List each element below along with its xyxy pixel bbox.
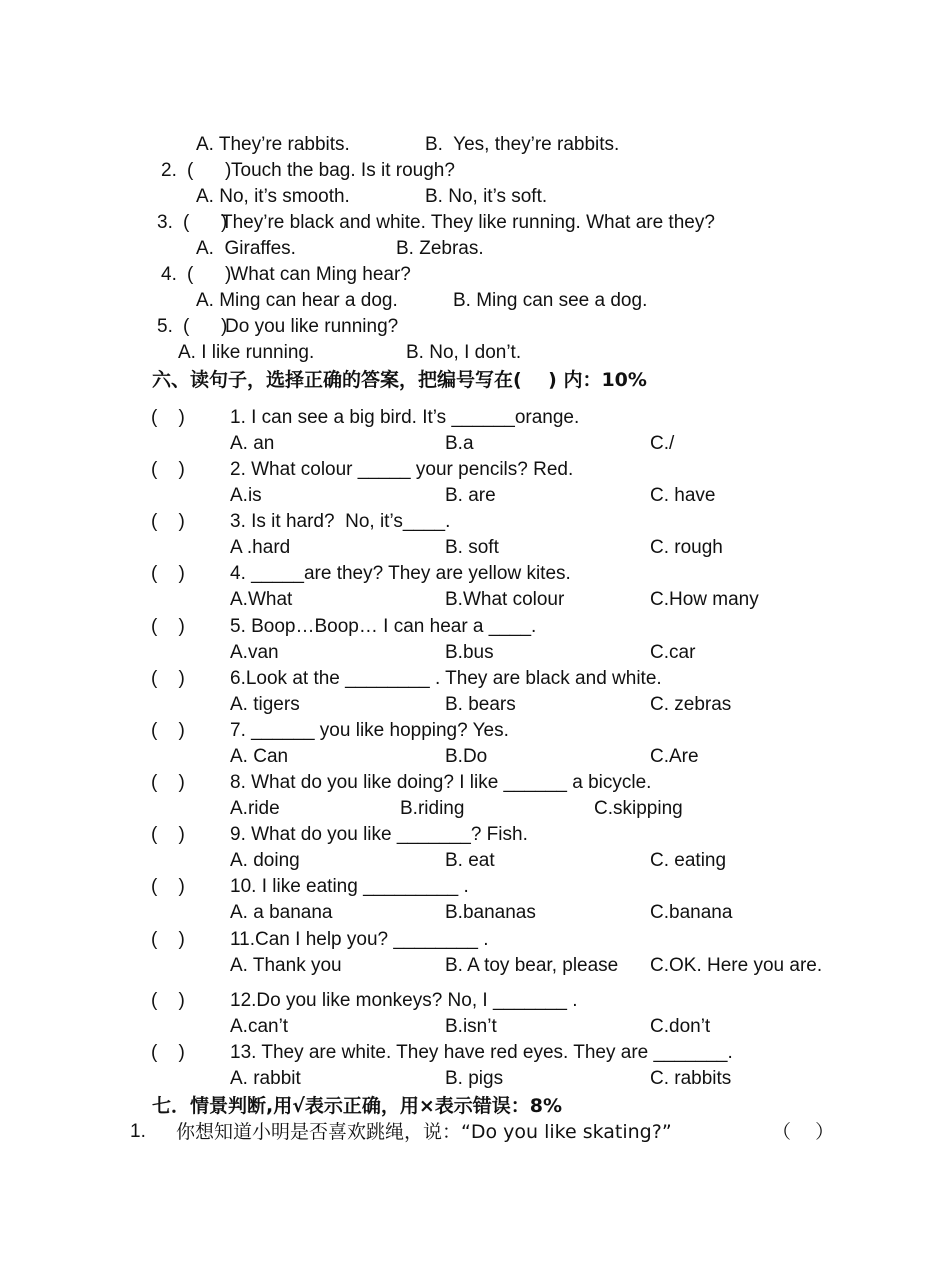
p6-option-c: C.How many (650, 589, 759, 610)
p6-option-c: C. have (650, 485, 716, 506)
p6-answer-blank[interactable]: ( ) (151, 720, 185, 741)
p6-answer-blank[interactable]: ( ) (151, 511, 185, 532)
p6-option-a: A.ride (230, 798, 280, 819)
p5-q3-answer-blank[interactable]: ( ) (183, 212, 228, 233)
p6-option-b: B.Do (445, 746, 488, 767)
p6-answer-blank[interactable]: ( ) (151, 459, 185, 480)
p6-option-a: A.can’t (230, 1016, 289, 1037)
p6-option-a: A.is (230, 485, 262, 506)
p6-option-c: C.don’t (650, 1016, 711, 1037)
p5-q3-option-b: B. Zebras. (396, 238, 484, 259)
p6-option-b: B.isn’t (445, 1016, 497, 1037)
p5-q4-answer-blank[interactable]: ( ) (187, 264, 232, 285)
part6-heading: 六、读句子，选择正确的答案，把编号写在( ) 内：10% (152, 369, 647, 391)
part7-heading: 七．情景判断,用√表示正确，用×表示错误：8% (152, 1095, 563, 1117)
p6-option-a: A. Can (230, 746, 289, 767)
p7-q1-number: 1. (130, 1121, 146, 1142)
p6-option-c: C. rabbits (650, 1068, 732, 1089)
p6-option-c: C. rough (650, 537, 723, 558)
p6-answer-blank[interactable]: ( ) (151, 772, 185, 793)
p6-option-b: B.bananas (445, 902, 536, 923)
p6-option-b: B.What colour (445, 589, 565, 610)
p6-question-text: 4. _____are they? They are yellow kites. (230, 563, 571, 584)
p5-q2-text: Touch the bag. Is it rough? (231, 160, 455, 181)
p6-option-a: A. rabbit (230, 1068, 301, 1089)
p6-answer-blank[interactable]: ( ) (151, 990, 185, 1011)
p6-question-text: 3. Is it hard? No, it’s____. (230, 511, 451, 532)
p6-question-text: 11.Can I help you? ________ . (230, 929, 489, 950)
p6-option-c: C./ (650, 433, 675, 454)
p6-option-c: C.skipping (594, 798, 683, 819)
p6-answer-blank[interactable]: ( ) (151, 876, 185, 897)
p6-answer-blank[interactable]: ( ) (151, 563, 185, 584)
p6-answer-blank[interactable]: ( ) (151, 407, 185, 428)
p6-answer-blank[interactable]: ( ) (151, 1042, 185, 1063)
p6-question-text: 8. What do you like doing? I like ______ a bicycle. (230, 772, 652, 793)
p6-option-c: C.Are (650, 746, 699, 767)
p5-q5-option-b: B. No, I don’t. (406, 342, 522, 363)
p5-q4-option-b: B. Ming can see a dog. (453, 290, 648, 311)
p6-answer-blank[interactable]: ( ) (151, 668, 185, 689)
p5-q5-answer-blank[interactable]: ( ) (183, 316, 228, 337)
p6-option-a: A. a banana (230, 902, 333, 923)
p6-question-text: 7. ______ you like hopping? Yes. (230, 720, 509, 741)
p6-option-b: B. soft (445, 537, 499, 558)
p6-option-b: B.riding (400, 798, 465, 819)
p5-q2-option-b: B. No, it’s soft. (425, 186, 548, 207)
p6-option-c: C. eating (650, 850, 727, 871)
p7-q1-text: 你想知道小明是否喜欢跳绳，说：“Do you like skating?” (176, 1121, 672, 1143)
p6-question-text: 5. Boop…Boop… I can hear a ____. (230, 616, 537, 637)
p6-option-b: B. are (445, 485, 496, 506)
p6-question-text: 13. They are white. They have red eyes. They are _______. (230, 1042, 733, 1063)
p6-question-text: 2. What colour _____ your pencils? Red. (230, 459, 574, 480)
p6-option-c: C.OK. Here you are. (650, 955, 823, 976)
p6-option-a: A. tigers (230, 694, 300, 715)
p5-q1-option-b: B. Yes, they’re rabbits. (425, 134, 620, 155)
p6-option-b: B. eat (445, 850, 495, 871)
p6-question-text: 1. I can see a big bird. It’s ______orange. (230, 407, 580, 428)
p6-option-b: B.bus (445, 642, 494, 663)
p6-answer-blank[interactable]: ( ) (151, 929, 185, 950)
p6-option-b: B. pigs (445, 1068, 504, 1089)
p7-q1-answer-blank[interactable]: （ ） (772, 1121, 835, 1143)
p5-q3-option-a: A. Giraffes. (196, 238, 296, 259)
p6-question-text: 6.Look at the ________ . They are black and white. (230, 668, 662, 689)
p5-q5-number: 5. (157, 316, 173, 337)
p6-answer-blank[interactable]: ( ) (151, 616, 185, 637)
p5-q4-number: 4. (161, 264, 177, 285)
p5-q5-option-a: A. I like running. (178, 342, 315, 363)
p6-option-c: C.banana (650, 902, 733, 923)
p6-option-a: A. Thank you (230, 955, 342, 976)
p6-option-b: B.a (445, 433, 474, 454)
p6-question-text: 12.Do you like monkeys? No, I _______ . (230, 990, 578, 1011)
p5-q2-answer-blank[interactable]: ( ) (187, 160, 232, 181)
p6-question-text: 9. What do you like _______? Fish. (230, 824, 528, 845)
p5-q2-number: 2. (161, 160, 177, 181)
p5-q1-option-a: A. They’re rabbits. (196, 134, 350, 155)
p5-q3-number: 3. (157, 212, 173, 233)
p6-option-a: A.van (230, 642, 279, 663)
p5-q4-option-a: A. Ming can hear a dog. (196, 290, 398, 311)
p6-option-c: C.car (650, 642, 696, 663)
p6-option-a: A .hard (230, 537, 291, 558)
p6-option-b: B. A toy bear, please (445, 955, 619, 976)
p5-q5-text: Do you like running? (225, 316, 399, 337)
p6-option-b: B. bears (445, 694, 516, 715)
p6-option-a: A. doing (230, 850, 300, 871)
p6-option-a: A. an (230, 433, 275, 454)
p6-question-text: 10. I like eating _________ . (230, 876, 469, 897)
p6-answer-blank[interactable]: ( ) (151, 824, 185, 845)
p6-option-a: A.What (230, 589, 293, 610)
p5-q4-text: What can Ming hear? (225, 264, 411, 285)
p6-option-c: C. zebras (650, 694, 732, 715)
p5-q2-option-a: A. No, it’s smooth. (196, 186, 350, 207)
p5-q3-text: They’re black and white. They like running. What are they? (221, 212, 715, 233)
